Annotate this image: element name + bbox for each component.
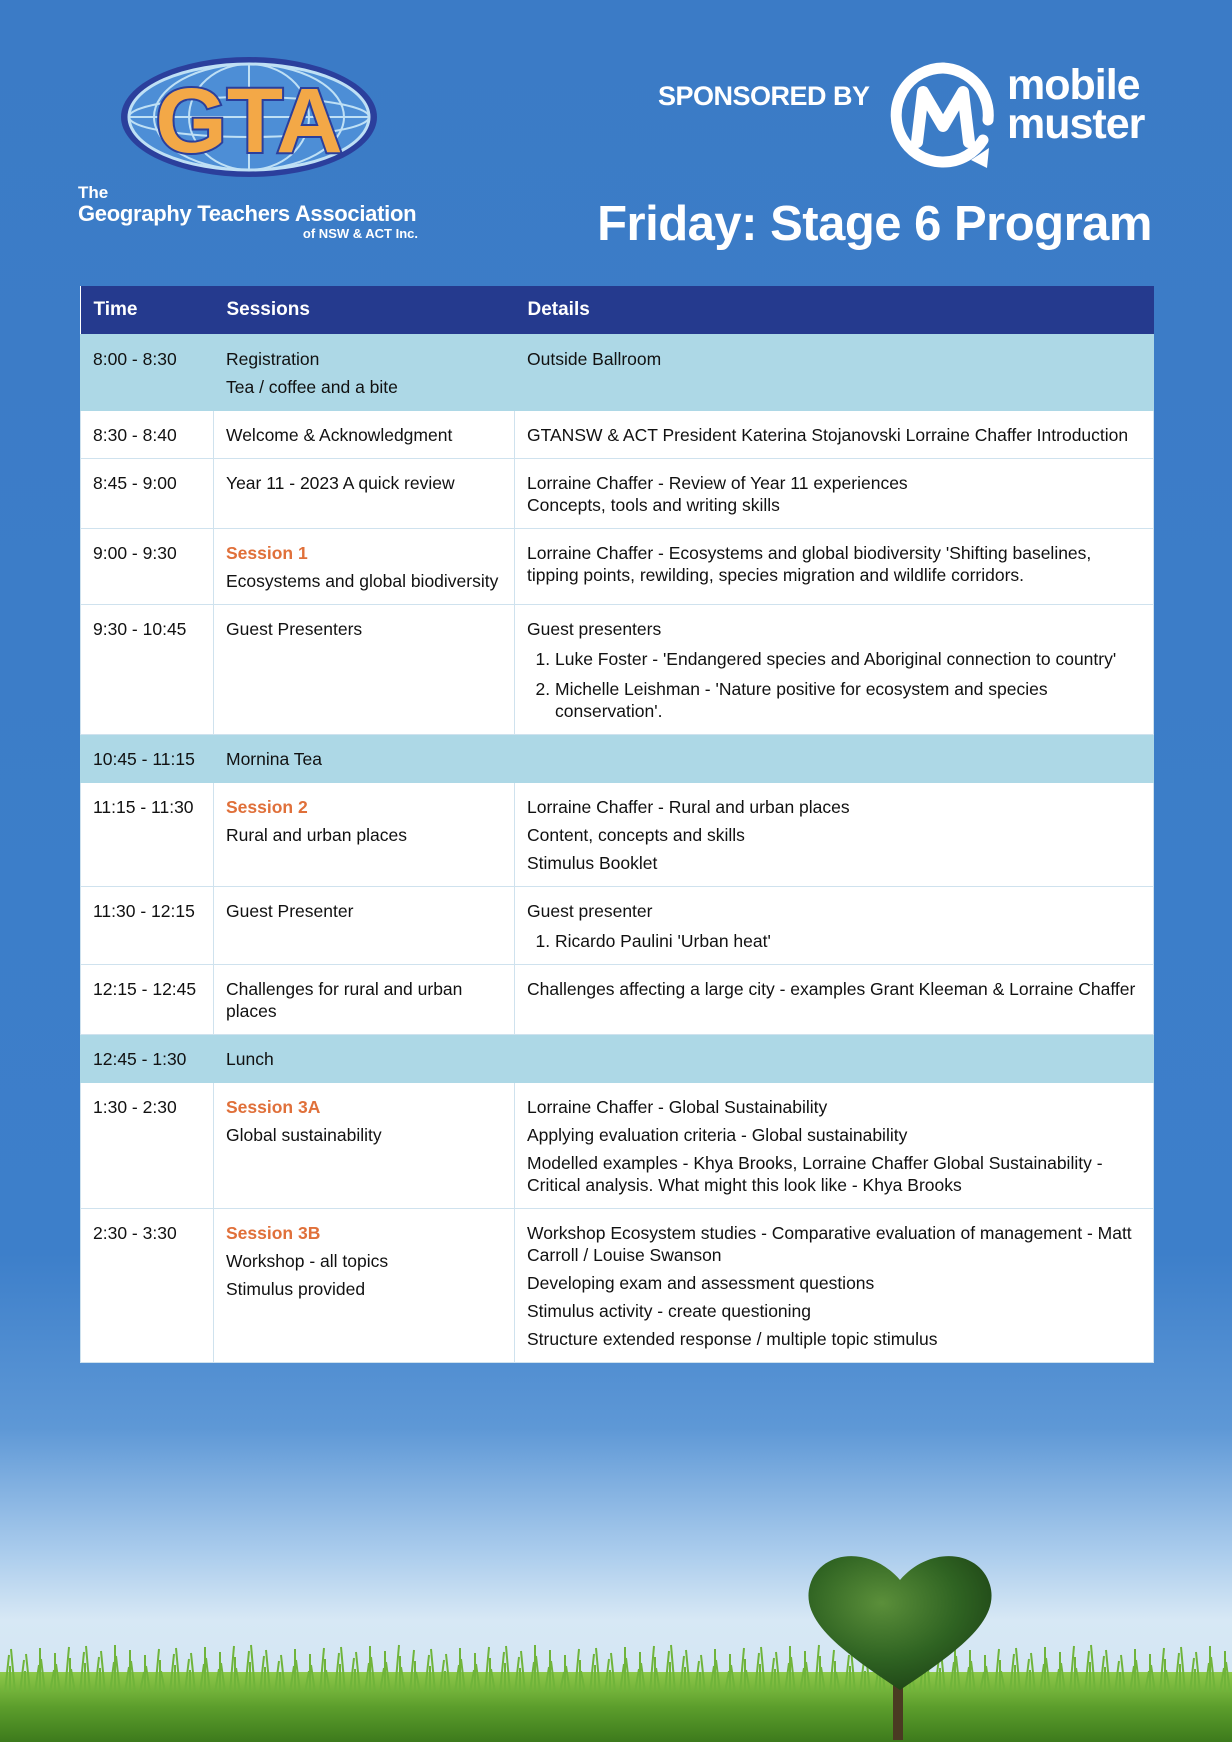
gta-tagline	[78, 184, 428, 242]
session-cell	[214, 1083, 515, 1209]
list-item: 2. Michelle Leishman - 'Nature positive for ecosystem and species conservation'.	[555, 678, 1141, 722]
table-row	[81, 529, 1154, 605]
table-row	[81, 605, 1154, 735]
table-row	[81, 887, 1154, 965]
session-line: Lunch	[226, 1049, 274, 1069]
session-label: Session 3A	[226, 1097, 321, 1117]
details-cell	[515, 887, 1154, 965]
session-cell	[214, 1209, 515, 1363]
details-line: Content, concepts and skills	[527, 825, 745, 845]
session-cell	[214, 1035, 1154, 1083]
session-line: Rural and urban places	[226, 825, 407, 845]
time-cell: 8:45 - 9:00	[81, 459, 214, 529]
session-line: Year 11 - 2023 A quick review	[226, 473, 455, 493]
presenter-list	[527, 648, 1141, 722]
session-line: Guest Presenters	[226, 619, 363, 639]
time-cell: 11:30 - 12:15	[81, 887, 214, 965]
session-line: Registration	[226, 349, 320, 369]
session-cell	[214, 605, 515, 735]
session-line: Ecosystems and global biodiversity	[226, 571, 499, 591]
table-row	[81, 965, 1154, 1035]
details-cell	[515, 965, 1154, 1035]
details-cell	[515, 1209, 1154, 1363]
details-line: Stimulus activity - create questioning	[527, 1301, 812, 1321]
details-line: Developing exam and assessment questions	[527, 1273, 875, 1293]
time-cell: 8:00 - 8:30	[81, 335, 214, 411]
session-line: Stimulus provided	[226, 1279, 366, 1299]
details-cell	[515, 411, 1154, 459]
gta-the: The	[78, 183, 109, 202]
mobile-muster-line2: muster	[1007, 100, 1145, 148]
gta-sub: of NSW & ACT Inc.	[302, 226, 418, 241]
sponsor-block	[655, 58, 1155, 178]
program-table	[80, 286, 1154, 1363]
details-cell	[515, 1083, 1154, 1209]
session-line: Mornina Tea	[226, 749, 322, 769]
time-cell: 9:00 - 9:30	[81, 529, 214, 605]
session-cell	[214, 459, 515, 529]
table-row	[81, 335, 1154, 411]
session-cell	[214, 529, 515, 605]
time-cell: 12:15 - 12:45	[81, 965, 214, 1035]
details-line: Workshop Ecosystem studies - Comparative evaluation of management - Matt Carroll / Louise Swanson	[527, 1223, 1132, 1265]
session-cell	[214, 735, 1154, 783]
mobile-muster-wordmark	[1007, 61, 1145, 148]
session-cell	[214, 335, 515, 411]
grass-strip	[0, 1632, 1232, 1742]
details-cell	[515, 529, 1154, 605]
table-row	[81, 411, 1154, 459]
table-row	[81, 459, 1154, 529]
session-cell	[214, 783, 515, 887]
gta-globe-emblem	[114, 52, 384, 182]
details-line: Guest presenter	[527, 901, 653, 921]
details-line: Structure extended response / multiple topic stimulus	[527, 1329, 938, 1349]
details-line: Lorraine Chaffer - Global Sustainability	[527, 1097, 828, 1117]
sponsored-by-label: SPONSORED BY	[658, 81, 870, 111]
details-line: Lorraine Chaffer - Review of Year 11 experiences Concepts, tools and writing skills	[527, 473, 908, 515]
details-cell	[515, 605, 1154, 735]
details-line: Lorraine Chaffer - Rural and urban places	[527, 797, 850, 817]
session-line: Tea / coffee and a bite	[226, 377, 398, 397]
session-cell	[214, 887, 515, 965]
gta-logo	[78, 52, 428, 252]
presenter-list	[527, 930, 1141, 952]
table-header-row	[81, 286, 1154, 335]
session-label: Session 1	[226, 543, 308, 563]
session-label: Session 2	[226, 797, 308, 817]
column-header-time: Time	[81, 286, 214, 335]
session-line: Global sustainability	[226, 1125, 382, 1145]
column-header-details: Details	[515, 286, 1154, 335]
details-line: Outside Ballroom	[527, 349, 662, 369]
mobile-muster-m-icon	[887, 60, 999, 176]
time-cell: 10:45 - 11:15	[81, 735, 214, 783]
details-cell	[515, 335, 1154, 411]
time-cell: 12:45 - 1:30	[81, 1035, 214, 1083]
gta-name: Geography Teachers Association	[78, 201, 417, 226]
time-cell: 9:30 - 10:45	[81, 605, 214, 735]
details-cell	[515, 459, 1154, 529]
session-cell	[214, 965, 515, 1035]
details-line: Challenges affecting a large city - examples Grant Kleeman & Lorraine Chaffer	[527, 979, 1136, 999]
table-row	[81, 735, 1154, 783]
session-cell	[214, 411, 515, 459]
details-line: Lorraine Chaffer - Ecosystems and global biodiversity 'Shifting baselines, tipping points, rewilding, species migration and wildlife corridors.	[527, 543, 1092, 585]
list-item: 1. Ricardo Paulini 'Urban heat'	[555, 930, 1141, 952]
gta-letters: GTA	[155, 70, 343, 172]
session-label: Session 3B	[226, 1223, 321, 1243]
session-line: Workshop - all topics	[226, 1251, 389, 1271]
time-cell: 8:30 - 8:40	[81, 411, 214, 459]
time-cell: 1:30 - 2:30	[81, 1083, 214, 1209]
list-item: 1. Luke Foster - 'Endangered species and Aboriginal connection to country'	[555, 648, 1141, 670]
session-line: Challenges for rural and urban places	[226, 979, 463, 1021]
details-line: Stimulus Booklet	[527, 853, 658, 873]
time-cell: 2:30 - 3:30	[81, 1209, 214, 1363]
session-line: Welcome & Acknowledgment	[226, 425, 453, 445]
details-line: GTANSW & ACT President Katerina Stojanovski Lorraine Chaffer Introduction	[527, 425, 1129, 445]
time-cell: 11:15 - 11:30	[81, 783, 214, 887]
program-body	[81, 335, 1154, 1363]
page-title: Friday: Stage 6 Program	[597, 197, 1152, 251]
session-line: Guest Presenter	[226, 901, 354, 921]
heart-tree-image	[800, 1540, 1000, 1740]
column-header-sessions: Sessions	[214, 286, 515, 335]
details-cell	[515, 783, 1154, 887]
details-line: Modelled examples - Khya Brooks, Lorraine Chaffer Global Sustainability - Critical analysis. What might this look like - Khya Brooks	[527, 1153, 1103, 1195]
mobile-muster-line1: mobile	[1007, 61, 1140, 109]
table-row	[81, 1083, 1154, 1209]
table-row	[81, 1209, 1154, 1363]
table-row	[81, 783, 1154, 887]
details-line: Guest presenters	[527, 619, 662, 639]
table-row	[81, 1035, 1154, 1083]
details-line: Applying evaluation criteria - Global sustainability	[527, 1125, 908, 1145]
